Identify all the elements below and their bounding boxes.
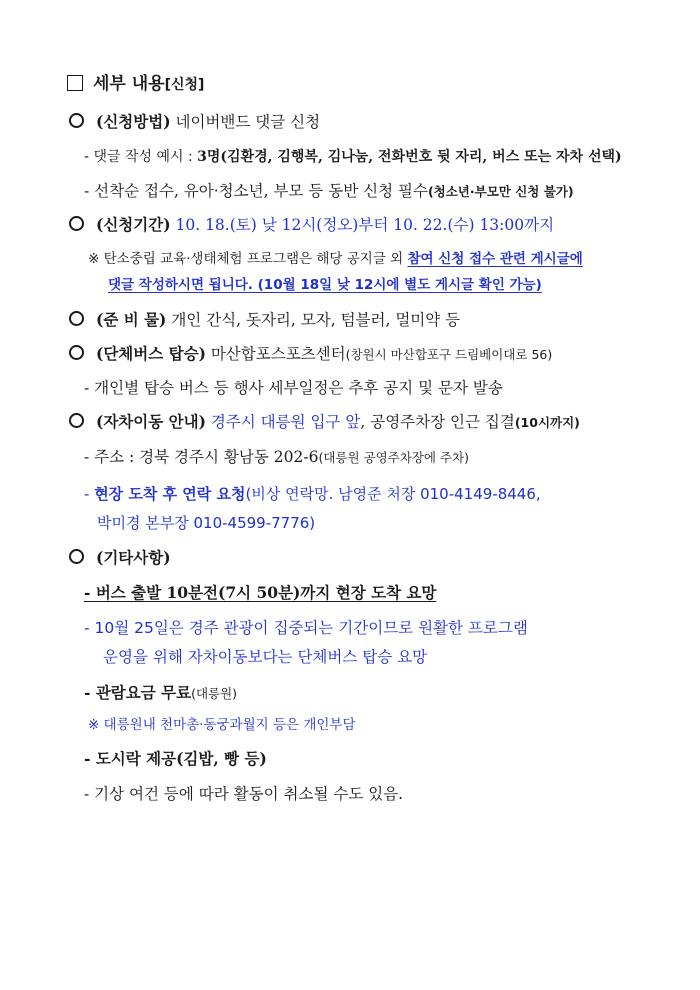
etc-item-3-note: (대릉원) — [191, 686, 238, 701]
car-contact-row — [84, 483, 541, 505]
bus-text: 마산합포스포츠센터 — [205, 345, 346, 363]
etc-item-5: - 기상 여건 등에 따라 활동이 취소될 수도 있음. — [84, 785, 404, 803]
bullet-circle-icon — [69, 311, 84, 326]
method-order-note: (청소년·부모만 신청 불가) — [427, 184, 574, 199]
period-row — [69, 214, 554, 236]
car-address-row — [84, 446, 469, 469]
section-title-sub: [신청] — [164, 77, 205, 93]
notice-text: 탄소중립 교육·생태체험 프로그램은 해당 공지글 외 — [99, 251, 408, 267]
bus-address: (창원시 마산합포구 드림베이대로 56) — [345, 347, 553, 362]
bullet-circle-icon — [69, 345, 84, 360]
method-row — [69, 111, 320, 133]
bullet-circle-icon — [69, 113, 84, 128]
etc-item-2-line-2: 운영을 위해 자차이동보다는 단체버스 탑승 요망 — [103, 648, 428, 666]
supplies-text: 개인 간식, 돗자리, 모자, 텀블러, 멀미약 등 — [166, 311, 461, 329]
method-text: 네이버밴드 댓글 신청 — [170, 113, 321, 131]
bullet-circle-icon — [69, 413, 84, 428]
bus-row — [69, 343, 552, 366]
car-address-note: (대릉원 공영주차장에 주차) — [318, 450, 469, 465]
car-contact-text-2: 박미경 본부장 010-4599-7776) — [97, 514, 316, 532]
car-time-note: (10시까지) — [514, 415, 580, 430]
etc-item-3-remark: ※ 대릉원내 천마총·동궁과월지 등은 개인부담 — [88, 717, 356, 733]
etc-item-2-line-1: - 10월 25일은 경주 관광이 집중되는 기간이므로 원활한 프로그램 — [84, 619, 528, 637]
supplies-row — [69, 309, 460, 331]
method-order-row — [84, 180, 574, 203]
notice-highlight-1: 참여 신청 접수 관련 게시글에 — [407, 251, 583, 267]
bus-label: (단체버스 탑승) — [96, 344, 206, 363]
method-example-prefix: - 댓글 작성 예시 : — [84, 149, 198, 165]
etc-item-3: - 관람요금 무료 — [84, 683, 192, 702]
etc-row — [69, 547, 171, 569]
bullet-circle-icon — [69, 549, 84, 564]
checkbox-icon — [67, 75, 83, 91]
car-contact-dash: - — [84, 485, 95, 503]
car-contact-text-1: (비상 연락망. 남영준 처장 010-4149-8446, — [245, 485, 541, 503]
car-location: 경주시 대릉원 입구 앞 — [205, 413, 361, 431]
section-title — [67, 73, 204, 96]
car-label: (자차이동 안내) — [96, 412, 206, 431]
period-text: 10. 18.(토) 낮 12시(정오)부터 10. 22.(수) 13:00까지 — [170, 216, 555, 234]
car-contact-bold: 현장 도착 후 연락 요청 — [94, 485, 246, 503]
method-order-text: - 선착순 접수, 유아·청소년, 부모 등 동반 신청 필수 — [84, 182, 428, 200]
period-label: (신청기간) — [96, 215, 171, 234]
bullet-circle-icon — [69, 216, 84, 231]
etc-item-4: - 도시락 제공(김밥, 빵 등) — [84, 749, 267, 768]
etc-item-3-row — [84, 682, 237, 705]
notice-mark: ※ — [88, 251, 100, 267]
method-example-text: 3명(김환경, 김행복, 김나눔, 전화번호 뒷 자리, 버스 또는 자차 선택) — [197, 149, 622, 165]
section-title-main: 세부 내용 — [93, 74, 165, 94]
etc-item-1: - 버스 출발 10분전(7시 50분)까지 현장 도착 요망 — [84, 583, 437, 602]
car-address-text: - 주소 : 경북 경주시 황남동 202-6 — [84, 448, 319, 466]
supplies-label: (준 비 물) — [96, 310, 167, 329]
method-example-row — [84, 146, 622, 168]
bus-detail: - 개인별 탑승 버스 등 행사 세부일정은 추후 공지 및 문자 발송 — [84, 379, 503, 397]
method-label: (신청방법) — [96, 112, 171, 131]
car-row — [69, 411, 580, 434]
car-text: , 공영주차장 인근 집결 — [360, 413, 515, 431]
notice-row — [88, 248, 583, 270]
etc-label: (기타사항) — [96, 548, 171, 567]
notice-highlight-2: 댓글 작성하시면 됩니다. (10월 18일 낮 12시에 별도 게시글 확인 가능) — [108, 277, 542, 293]
